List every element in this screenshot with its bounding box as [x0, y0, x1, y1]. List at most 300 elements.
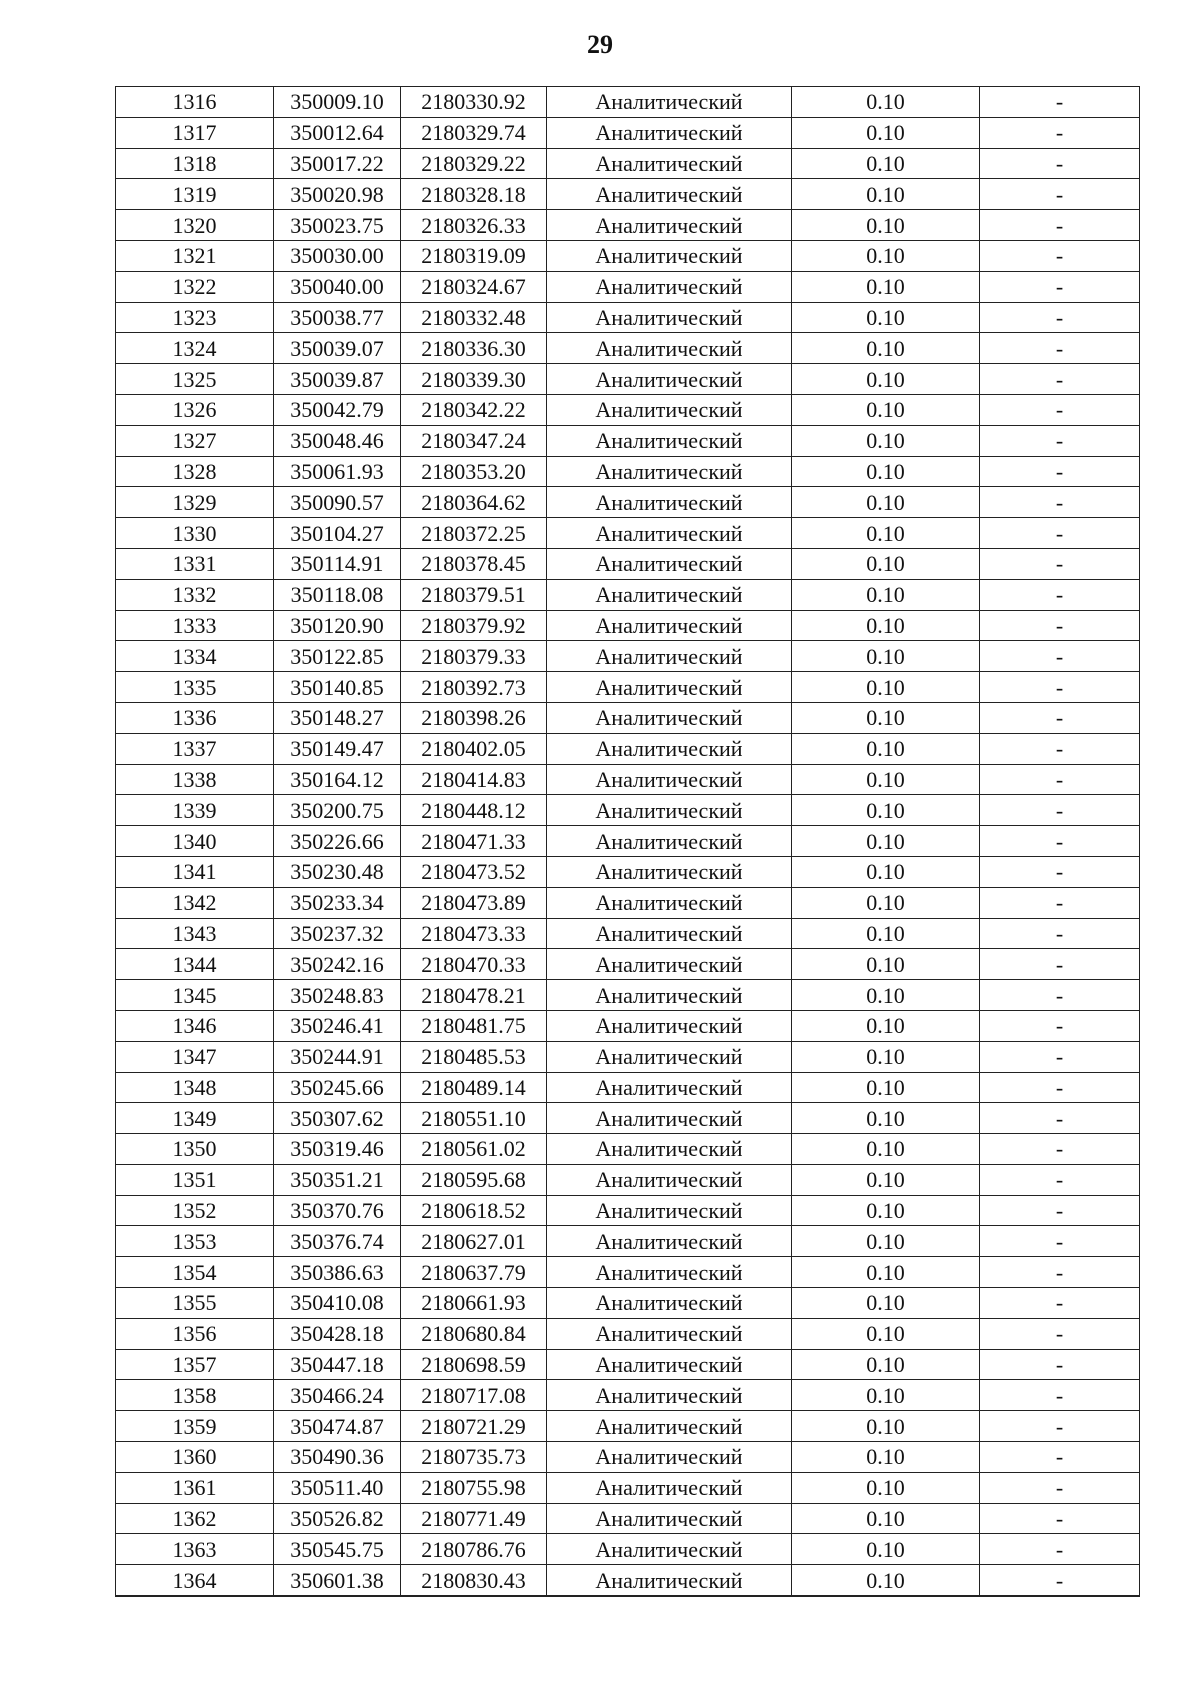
- point-number-cell: 1329: [116, 487, 274, 518]
- table-row: [116, 1565, 1140, 1596]
- table-row: [116, 1041, 1140, 1072]
- y-coordinate-cell: 2180478.21: [401, 980, 547, 1011]
- point-number-cell: 1318: [116, 148, 274, 179]
- method-cell: Аналитический: [547, 1072, 792, 1103]
- point-number-cell: 1316: [116, 87, 274, 118]
- accuracy-cell: 0.10: [792, 733, 980, 764]
- description-cell: -: [980, 764, 1140, 795]
- table-row: [116, 518, 1140, 549]
- accuracy-cell: 0.10: [792, 117, 980, 148]
- table-row: [116, 1442, 1140, 1473]
- x-coordinate-cell: 350090.57: [274, 487, 401, 518]
- x-coordinate-cell: 350370.76: [274, 1195, 401, 1226]
- point-number-cell: 1340: [116, 826, 274, 857]
- description-cell: -: [980, 856, 1140, 887]
- y-coordinate-cell: 2180342.22: [401, 394, 547, 425]
- y-coordinate-cell: 2180721.29: [401, 1411, 547, 1442]
- table-row: [116, 1534, 1140, 1565]
- point-number-cell: 1335: [116, 672, 274, 703]
- method-cell: Аналитический: [547, 949, 792, 980]
- accuracy-cell: 0.10: [792, 425, 980, 456]
- accuracy-cell: 0.10: [792, 856, 980, 887]
- y-coordinate-cell: 2180595.68: [401, 1164, 547, 1195]
- description-cell: -: [980, 518, 1140, 549]
- accuracy-cell: 0.10: [792, 1442, 980, 1473]
- description-cell: -: [980, 980, 1140, 1011]
- method-cell: Аналитический: [547, 1472, 792, 1503]
- description-cell: -: [980, 641, 1140, 672]
- method-cell: Аналитический: [547, 1257, 792, 1288]
- description-cell: -: [980, 672, 1140, 703]
- method-cell: Аналитический: [547, 702, 792, 733]
- accuracy-cell: 0.10: [792, 1257, 980, 1288]
- method-cell: Аналитический: [547, 117, 792, 148]
- y-coordinate-cell: 2180771.49: [401, 1503, 547, 1534]
- x-coordinate-cell: 350023.75: [274, 210, 401, 241]
- x-coordinate-cell: 350048.46: [274, 425, 401, 456]
- method-cell: Аналитический: [547, 1103, 792, 1134]
- description-cell: -: [980, 394, 1140, 425]
- description-cell: -: [980, 1010, 1140, 1041]
- y-coordinate-cell: 2180786.76: [401, 1534, 547, 1565]
- accuracy-cell: 0.10: [792, 918, 980, 949]
- x-coordinate-cell: 350526.82: [274, 1503, 401, 1534]
- description-cell: -: [980, 610, 1140, 641]
- point-number-cell: 1332: [116, 579, 274, 610]
- y-coordinate-cell: 2180379.51: [401, 579, 547, 610]
- point-number-cell: 1351: [116, 1164, 274, 1195]
- description-cell: -: [980, 1380, 1140, 1411]
- method-cell: Аналитический: [547, 518, 792, 549]
- table-row: [116, 333, 1140, 364]
- description-cell: -: [980, 795, 1140, 826]
- point-number-cell: 1336: [116, 702, 274, 733]
- method-cell: Аналитический: [547, 579, 792, 610]
- y-coordinate-cell: 2180378.45: [401, 548, 547, 579]
- description-cell: -: [980, 1472, 1140, 1503]
- point-number-cell: 1364: [116, 1565, 274, 1596]
- x-coordinate-cell: 350376.74: [274, 1226, 401, 1257]
- table-row: [116, 795, 1140, 826]
- description-cell: -: [980, 425, 1140, 456]
- description-cell: -: [980, 1565, 1140, 1596]
- point-number-cell: 1357: [116, 1349, 274, 1380]
- description-cell: -: [980, 887, 1140, 918]
- description-cell: -: [980, 210, 1140, 241]
- x-coordinate-cell: 350319.46: [274, 1134, 401, 1165]
- method-cell: Аналитический: [547, 1503, 792, 1534]
- accuracy-cell: 0.10: [792, 1503, 980, 1534]
- table-row: [116, 1503, 1140, 1534]
- method-cell: Аналитический: [547, 610, 792, 641]
- table-row: [116, 918, 1140, 949]
- point-number-cell: 1321: [116, 240, 274, 271]
- y-coordinate-cell: 2180551.10: [401, 1103, 547, 1134]
- x-coordinate-cell: 350428.18: [274, 1318, 401, 1349]
- y-coordinate-cell: 2180329.74: [401, 117, 547, 148]
- x-coordinate-cell: 350245.66: [274, 1072, 401, 1103]
- method-cell: Аналитический: [547, 548, 792, 579]
- point-number-cell: 1360: [116, 1442, 274, 1473]
- method-cell: Аналитический: [547, 1565, 792, 1596]
- point-number-cell: 1362: [116, 1503, 274, 1534]
- accuracy-cell: 0.10: [792, 240, 980, 271]
- table-row: [116, 1134, 1140, 1165]
- method-cell: Аналитический: [547, 1288, 792, 1319]
- table-row: [116, 1257, 1140, 1288]
- y-coordinate-cell: 2180481.75: [401, 1010, 547, 1041]
- method-cell: Аналитический: [547, 856, 792, 887]
- y-coordinate-cell: 2180414.83: [401, 764, 547, 795]
- description-cell: -: [980, 302, 1140, 333]
- point-number-cell: 1323: [116, 302, 274, 333]
- description-cell: -: [980, 1411, 1140, 1442]
- description-cell: -: [980, 333, 1140, 364]
- table-row: [116, 302, 1140, 333]
- accuracy-cell: 0.10: [792, 1288, 980, 1319]
- point-number-cell: 1341: [116, 856, 274, 887]
- x-coordinate-cell: 350474.87: [274, 1411, 401, 1442]
- table-row: [116, 394, 1140, 425]
- x-coordinate-cell: 350164.12: [274, 764, 401, 795]
- table-row: [116, 148, 1140, 179]
- table-row: [116, 1380, 1140, 1411]
- point-number-cell: 1333: [116, 610, 274, 641]
- x-coordinate-cell: 350237.32: [274, 918, 401, 949]
- x-coordinate-cell: 350490.36: [274, 1442, 401, 1473]
- method-cell: Аналитический: [547, 1380, 792, 1411]
- accuracy-cell: 0.10: [792, 641, 980, 672]
- y-coordinate-cell: 2180755.98: [401, 1472, 547, 1503]
- x-coordinate-cell: 350009.10: [274, 87, 401, 118]
- table-row: [116, 364, 1140, 395]
- table-row: [116, 456, 1140, 487]
- method-cell: Аналитический: [547, 1442, 792, 1473]
- accuracy-cell: 0.10: [792, 1380, 980, 1411]
- point-number-cell: 1342: [116, 887, 274, 918]
- method-cell: Аналитический: [547, 456, 792, 487]
- x-coordinate-cell: 350307.62: [274, 1103, 401, 1134]
- x-coordinate-cell: 350447.18: [274, 1349, 401, 1380]
- method-cell: Аналитический: [547, 672, 792, 703]
- point-number-cell: 1353: [116, 1226, 274, 1257]
- description-cell: -: [980, 1072, 1140, 1103]
- accuracy-cell: 0.10: [792, 487, 980, 518]
- x-coordinate-cell: 350200.75: [274, 795, 401, 826]
- accuracy-cell: 0.10: [792, 1164, 980, 1195]
- point-number-cell: 1345: [116, 980, 274, 1011]
- point-number-cell: 1330: [116, 518, 274, 549]
- table-row: [116, 548, 1140, 579]
- coordinates-table-body: [116, 87, 1140, 1597]
- accuracy-cell: 0.10: [792, 1195, 980, 1226]
- method-cell: Аналитический: [547, 1318, 792, 1349]
- accuracy-cell: 0.10: [792, 1411, 980, 1442]
- table-row: [116, 240, 1140, 271]
- table-row: [116, 1318, 1140, 1349]
- accuracy-cell: 0.10: [792, 702, 980, 733]
- y-coordinate-cell: 2180324.67: [401, 271, 547, 302]
- method-cell: Аналитический: [547, 1041, 792, 1072]
- point-number-cell: 1349: [116, 1103, 274, 1134]
- accuracy-cell: 0.10: [792, 1565, 980, 1596]
- point-number-cell: 1348: [116, 1072, 274, 1103]
- method-cell: Аналитический: [547, 1349, 792, 1380]
- table-row: [116, 210, 1140, 241]
- x-coordinate-cell: 350233.34: [274, 887, 401, 918]
- description-cell: -: [980, 579, 1140, 610]
- description-cell: -: [980, 364, 1140, 395]
- point-number-cell: 1317: [116, 117, 274, 148]
- y-coordinate-cell: 2180830.43: [401, 1565, 547, 1596]
- point-number-cell: 1358: [116, 1380, 274, 1411]
- description-cell: -: [980, 1134, 1140, 1165]
- y-coordinate-cell: 2180392.73: [401, 672, 547, 703]
- x-coordinate-cell: 350242.16: [274, 949, 401, 980]
- x-coordinate-cell: 350039.07: [274, 333, 401, 364]
- table-row: [116, 1288, 1140, 1319]
- x-coordinate-cell: 350466.24: [274, 1380, 401, 1411]
- coordinates-table: [115, 86, 1140, 1597]
- description-cell: -: [980, 456, 1140, 487]
- x-coordinate-cell: 350511.40: [274, 1472, 401, 1503]
- point-number-cell: 1325: [116, 364, 274, 395]
- point-number-cell: 1356: [116, 1318, 274, 1349]
- accuracy-cell: 0.10: [792, 302, 980, 333]
- method-cell: Аналитический: [547, 179, 792, 210]
- y-coordinate-cell: 2180473.52: [401, 856, 547, 887]
- point-number-cell: 1359: [116, 1411, 274, 1442]
- accuracy-cell: 0.10: [792, 394, 980, 425]
- table-row: [116, 887, 1140, 918]
- point-number-cell: 1324: [116, 333, 274, 364]
- table-row: [116, 1472, 1140, 1503]
- y-coordinate-cell: 2180347.24: [401, 425, 547, 456]
- table-row: [116, 87, 1140, 118]
- table-row: [116, 1072, 1140, 1103]
- description-cell: -: [980, 1349, 1140, 1380]
- point-number-cell: 1326: [116, 394, 274, 425]
- description-cell: -: [980, 1226, 1140, 1257]
- table-row: [116, 1349, 1140, 1380]
- x-coordinate-cell: 350148.27: [274, 702, 401, 733]
- point-number-cell: 1339: [116, 795, 274, 826]
- x-coordinate-cell: 350020.98: [274, 179, 401, 210]
- description-cell: -: [980, 733, 1140, 764]
- y-coordinate-cell: 2180717.08: [401, 1380, 547, 1411]
- accuracy-cell: 0.10: [792, 518, 980, 549]
- table-row: [116, 672, 1140, 703]
- method-cell: Аналитический: [547, 148, 792, 179]
- description-cell: -: [980, 918, 1140, 949]
- accuracy-cell: 0.10: [792, 826, 980, 857]
- method-cell: Аналитический: [547, 764, 792, 795]
- x-coordinate-cell: 350545.75: [274, 1534, 401, 1565]
- point-number-cell: 1347: [116, 1041, 274, 1072]
- y-coordinate-cell: 2180448.12: [401, 795, 547, 826]
- description-cell: -: [980, 548, 1140, 579]
- accuracy-cell: 0.10: [792, 1534, 980, 1565]
- table-row: [116, 579, 1140, 610]
- description-cell: -: [980, 1442, 1140, 1473]
- x-coordinate-cell: 350244.91: [274, 1041, 401, 1072]
- x-coordinate-cell: 350351.21: [274, 1164, 401, 1195]
- table-row: [116, 1103, 1140, 1134]
- y-coordinate-cell: 2180330.92: [401, 87, 547, 118]
- accuracy-cell: 0.10: [792, 548, 980, 579]
- x-coordinate-cell: 350601.38: [274, 1565, 401, 1596]
- x-coordinate-cell: 350040.00: [274, 271, 401, 302]
- description-cell: -: [980, 148, 1140, 179]
- x-coordinate-cell: 350114.91: [274, 548, 401, 579]
- point-number-cell: 1334: [116, 641, 274, 672]
- table-row: [116, 764, 1140, 795]
- description-cell: -: [980, 826, 1140, 857]
- accuracy-cell: 0.10: [792, 764, 980, 795]
- description-cell: -: [980, 1288, 1140, 1319]
- x-coordinate-cell: 350149.47: [274, 733, 401, 764]
- accuracy-cell: 0.10: [792, 210, 980, 241]
- y-coordinate-cell: 2180364.62: [401, 487, 547, 518]
- method-cell: Аналитический: [547, 240, 792, 271]
- y-coordinate-cell: 2180661.93: [401, 1288, 547, 1319]
- description-cell: -: [980, 117, 1140, 148]
- accuracy-cell: 0.10: [792, 1072, 980, 1103]
- x-coordinate-cell: 350061.93: [274, 456, 401, 487]
- y-coordinate-cell: 2180618.52: [401, 1195, 547, 1226]
- table-row: [116, 117, 1140, 148]
- x-coordinate-cell: 350140.85: [274, 672, 401, 703]
- y-coordinate-cell: 2180489.14: [401, 1072, 547, 1103]
- y-coordinate-cell: 2180336.30: [401, 333, 547, 364]
- point-number-cell: 1327: [116, 425, 274, 456]
- accuracy-cell: 0.10: [792, 1134, 980, 1165]
- x-coordinate-cell: 350118.08: [274, 579, 401, 610]
- method-cell: Аналитический: [547, 210, 792, 241]
- page-number: 29: [587, 30, 613, 59]
- method-cell: Аналитический: [547, 425, 792, 456]
- description-cell: -: [980, 1103, 1140, 1134]
- point-number-cell: 1363: [116, 1534, 274, 1565]
- method-cell: Аналитический: [547, 918, 792, 949]
- accuracy-cell: 0.10: [792, 1472, 980, 1503]
- description-cell: -: [980, 271, 1140, 302]
- accuracy-cell: 0.10: [792, 579, 980, 610]
- description-cell: -: [980, 87, 1140, 118]
- accuracy-cell: 0.10: [792, 1226, 980, 1257]
- y-coordinate-cell: 2180379.92: [401, 610, 547, 641]
- description-cell: -: [980, 949, 1140, 980]
- point-number-cell: 1350: [116, 1134, 274, 1165]
- table-row: [116, 1226, 1140, 1257]
- method-cell: Аналитический: [547, 87, 792, 118]
- method-cell: Аналитический: [547, 302, 792, 333]
- description-cell: -: [980, 1503, 1140, 1534]
- method-cell: Аналитический: [547, 641, 792, 672]
- method-cell: Аналитический: [547, 1195, 792, 1226]
- accuracy-cell: 0.10: [792, 1318, 980, 1349]
- accuracy-cell: 0.10: [792, 364, 980, 395]
- x-coordinate-cell: 350012.64: [274, 117, 401, 148]
- table-row: [116, 949, 1140, 980]
- method-cell: Аналитический: [547, 333, 792, 364]
- y-coordinate-cell: 2180398.26: [401, 702, 547, 733]
- method-cell: Аналитический: [547, 980, 792, 1011]
- point-number-cell: 1322: [116, 271, 274, 302]
- accuracy-cell: 0.10: [792, 333, 980, 364]
- y-coordinate-cell: 2180353.20: [401, 456, 547, 487]
- accuracy-cell: 0.10: [792, 672, 980, 703]
- point-number-cell: 1355: [116, 1288, 274, 1319]
- y-coordinate-cell: 2180329.22: [401, 148, 547, 179]
- table-row: [116, 1010, 1140, 1041]
- accuracy-cell: 0.10: [792, 795, 980, 826]
- table-row: [116, 487, 1140, 518]
- table-row: [116, 856, 1140, 887]
- x-coordinate-cell: 350248.83: [274, 980, 401, 1011]
- accuracy-cell: 0.10: [792, 271, 980, 302]
- accuracy-cell: 0.10: [792, 949, 980, 980]
- description-cell: -: [980, 1164, 1140, 1195]
- accuracy-cell: 0.10: [792, 1349, 980, 1380]
- point-number-cell: 1331: [116, 548, 274, 579]
- table-row: [116, 271, 1140, 302]
- method-cell: Аналитический: [547, 1010, 792, 1041]
- x-coordinate-cell: 350230.48: [274, 856, 401, 887]
- method-cell: Аналитический: [547, 733, 792, 764]
- y-coordinate-cell: 2180470.33: [401, 949, 547, 980]
- point-number-cell: 1337: [116, 733, 274, 764]
- x-coordinate-cell: 350017.22: [274, 148, 401, 179]
- x-coordinate-cell: 350246.41: [274, 1010, 401, 1041]
- y-coordinate-cell: 2180379.33: [401, 641, 547, 672]
- accuracy-cell: 0.10: [792, 179, 980, 210]
- x-coordinate-cell: 350386.63: [274, 1257, 401, 1288]
- point-number-cell: 1319: [116, 179, 274, 210]
- description-cell: -: [980, 240, 1140, 271]
- point-number-cell: 1328: [116, 456, 274, 487]
- point-number-cell: 1361: [116, 1472, 274, 1503]
- y-coordinate-cell: 2180473.33: [401, 918, 547, 949]
- method-cell: Аналитический: [547, 1534, 792, 1565]
- y-coordinate-cell: 2180402.05: [401, 733, 547, 764]
- x-coordinate-cell: 350120.90: [274, 610, 401, 641]
- description-cell: -: [980, 1534, 1140, 1565]
- accuracy-cell: 0.10: [792, 610, 980, 641]
- table-row: [116, 1195, 1140, 1226]
- description-cell: -: [980, 487, 1140, 518]
- table-row: [116, 1164, 1140, 1195]
- y-coordinate-cell: 2180473.89: [401, 887, 547, 918]
- point-number-cell: 1354: [116, 1257, 274, 1288]
- y-coordinate-cell: 2180698.59: [401, 1349, 547, 1380]
- accuracy-cell: 0.10: [792, 1010, 980, 1041]
- method-cell: Аналитический: [547, 1411, 792, 1442]
- accuracy-cell: 0.10: [792, 980, 980, 1011]
- accuracy-cell: 0.10: [792, 148, 980, 179]
- x-coordinate-cell: 350042.79: [274, 394, 401, 425]
- method-cell: Аналитический: [547, 887, 792, 918]
- description-cell: -: [980, 1041, 1140, 1072]
- method-cell: Аналитический: [547, 487, 792, 518]
- point-number-cell: 1338: [116, 764, 274, 795]
- accuracy-cell: 0.10: [792, 887, 980, 918]
- x-coordinate-cell: 350030.00: [274, 240, 401, 271]
- table-row: [116, 1411, 1140, 1442]
- table-row: [116, 610, 1140, 641]
- y-coordinate-cell: 2180319.09: [401, 240, 547, 271]
- y-coordinate-cell: 2180372.25: [401, 518, 547, 549]
